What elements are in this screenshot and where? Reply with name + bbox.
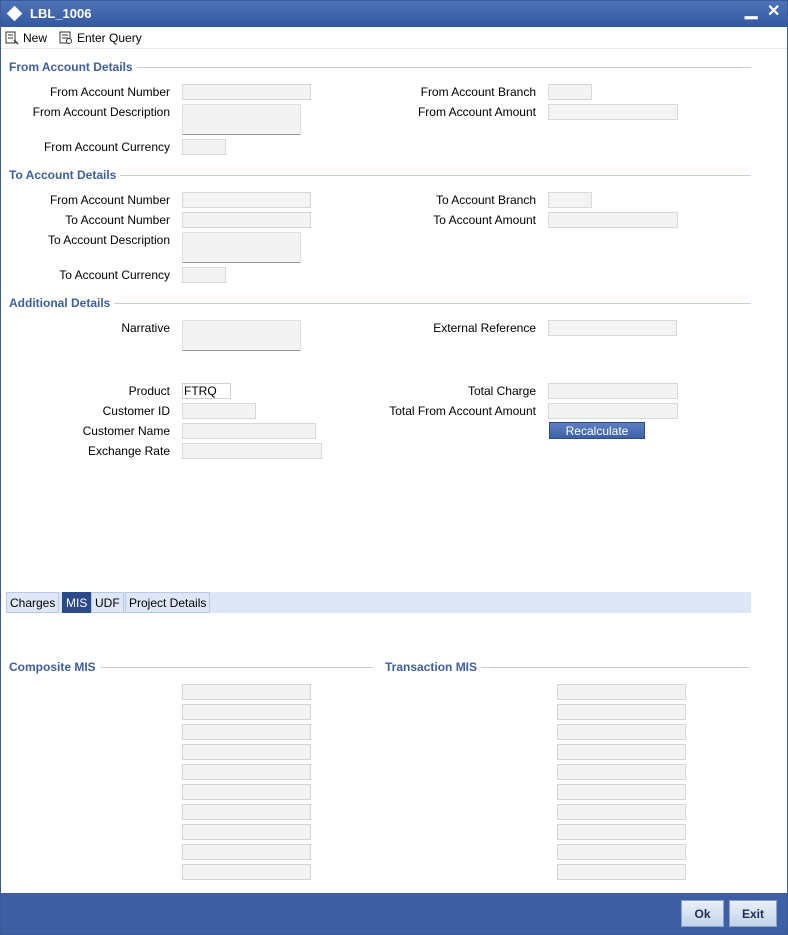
total-from-amount-label: Total From Account Amount [389,404,536,418]
composite-mis-field-1[interactable] [182,684,311,700]
transaction-mis-field-10[interactable] [557,864,686,880]
from-account-number-label: From Account Number [49,85,170,99]
transaction-mis-field-4[interactable] [557,744,686,760]
composite-mis-field-8[interactable] [182,824,311,840]
enter-query-button[interactable] [59,29,142,47]
total-charge-field[interactable] [548,383,678,399]
composite-mis-field-2[interactable] [182,704,311,720]
exchange-rate-label: Exchange Rate [87,444,170,458]
additional-section-rule [9,303,751,304]
narrative-label: Narrative [121,321,170,335]
exchange-rate-field[interactable] [182,443,322,459]
customer-id-field[interactable] [182,403,256,419]
customer-id-label: Customer ID [102,404,170,418]
composite-mis-field-5[interactable] [182,764,311,780]
total-charge-label: Total Charge [467,384,536,398]
to-account-branch-field[interactable] [548,192,592,208]
composite-mis-field-6[interactable] [182,784,311,800]
product-label: Product [128,384,170,398]
to-section-title: To Account Details [9,168,120,182]
new-button[interactable] [5,29,47,47]
tab-udf[interactable]: UDF [91,592,124,613]
transaction-mis-field-7[interactable] [557,804,686,820]
to-account-currency-field[interactable] [182,267,226,283]
composite-mis-field-10[interactable] [182,864,311,880]
transaction-mis-title: Transaction MIS [385,660,481,674]
customer-name-field[interactable] [182,423,316,439]
recalculate-button[interactable]: Recalculate [549,422,645,439]
to-account-description-field[interactable] [182,232,301,263]
total-from-amount-field[interactable] [548,403,678,419]
external-reference-label: External Reference [433,321,536,335]
to-account-branch-label: To Account Branch [435,193,536,207]
from-account-amount-label: From Account Amount [417,105,536,119]
from-account-description-label: From Account Description [32,105,170,119]
from-account-currency-field[interactable] [182,139,226,155]
to-account-number-label: To Account Number [65,213,170,227]
to-from-account-number-label: From Account Number [49,193,170,207]
composite-mis-field-9[interactable] [182,844,311,860]
tab-charges[interactable]: Charges [6,592,59,613]
transaction-mis-field-8[interactable] [557,824,686,840]
to-account-description-label: To Account Description [47,233,170,247]
footer-bar [1,893,787,934]
composite-mis-field-4[interactable] [182,744,311,760]
close-icon[interactable]: ✕ [767,3,781,20]
from-account-amount-field[interactable] [548,104,678,120]
composite-mis-field-7[interactable] [182,804,311,820]
title-bar [1,1,787,27]
ok-button[interactable]: Ok [681,900,724,927]
toolbar [1,27,787,49]
product-field[interactable]: FTRQ [182,383,231,399]
to-account-amount-label: To Account Amount [433,213,536,227]
from-section-title: From Account Details [9,60,137,74]
to-account-amount-field[interactable] [548,212,678,228]
composite-mis-field-3[interactable] [182,724,311,740]
transaction-mis-field-9[interactable] [557,844,686,860]
new-label: New [23,31,48,45]
window-diamond-icon [7,6,23,22]
to-account-number-field[interactable] [182,212,311,228]
from-account-number-field[interactable] [182,84,311,100]
narrative-field[interactable] [182,320,301,351]
transaction-mis-field-3[interactable] [557,724,686,740]
tab-mis[interactable]: MIS [62,592,91,613]
transaction-mis-field-1[interactable] [557,684,686,700]
transaction-mis-field-6[interactable] [557,784,686,800]
transaction-mis-field-2[interactable] [557,704,686,720]
from-account-branch-field[interactable] [548,84,592,100]
customer-name-label: Customer Name [82,424,170,438]
new-document-icon [5,31,19,45]
query-icon [59,31,73,45]
from-account-currency-label: From Account Currency [43,140,170,154]
tab-project-details[interactable]: Project Details [125,592,210,613]
to-from-account-number-field[interactable] [182,192,311,208]
to-account-currency-label: To Account Currency [59,268,170,282]
exit-button[interactable]: Exit [729,900,777,927]
from-account-description-field[interactable] [182,104,301,135]
enter-query-label: Enter Query [77,31,142,45]
window-title: LBL_1006 [30,6,92,21]
transaction-mis-field-5[interactable] [557,764,686,780]
additional-section-title: Additional Details [9,296,114,310]
external-reference-field[interactable] [548,320,677,336]
tab-bar [6,592,751,613]
composite-mis-title: Composite MIS [9,660,100,674]
minimize-icon[interactable]: ▁ [745,2,758,19]
from-account-branch-label: From Account Branch [420,85,536,99]
